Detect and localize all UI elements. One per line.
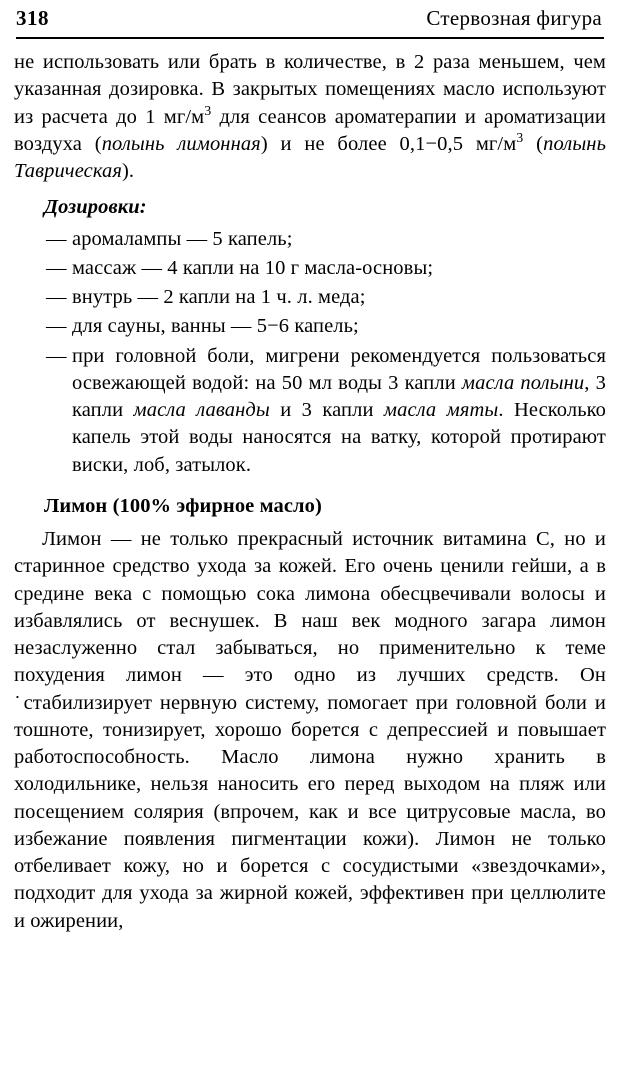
- list-item-text: аромалампы — 5 капель;: [72, 227, 293, 250]
- running-title: Стервозная фигура: [426, 6, 602, 30]
- header-divider: [16, 37, 604, 39]
- paragraph-1-superscript-2: 3: [516, 130, 524, 146]
- list-item: [44, 343, 606, 479]
- list-item: [44, 226, 606, 253]
- paragraph-1-italic-2: полынь Таврическая: [14, 132, 607, 182]
- list-item-text: внутрь — 2 капли на 1 ч. л. меда;: [72, 286, 366, 308]
- list-item-part4: . Несколько капель этой воды наносятся на ватку, которой протирают виски, лоб, затылок.: [72, 399, 607, 476]
- list-item-text: для сауны, ванны — 5−6 капель;: [72, 315, 359, 338]
- list-item: [44, 284, 606, 311]
- list-item-italic-1: масла полыни: [461, 371, 585, 394]
- dash-marker: —: [46, 315, 67, 338]
- paragraph-1-part5: ).: [121, 160, 135, 182]
- paragraph-1-part1: не использовать или брать в количестве, в 2 раза меньшем, чем указанная дозировка. В закрытых помещениях масло используют из расчета до 1 мг/м: [14, 51, 606, 128]
- page-number: 318: [16, 6, 49, 30]
- paragraph-continuation: [14, 49, 606, 185]
- page-body: [14, 49, 606, 935]
- paragraph-1-part4: (: [523, 132, 544, 155]
- dash-marker: —: [46, 256, 67, 279]
- paragraph-1-part2: для сеансов ароматерапии и ароматизации воздуха (: [14, 105, 606, 155]
- list-item-text: массаж — 4 капли на 10 г масла-основы;: [72, 256, 434, 279]
- section-heading: Лимон (100% эфирное масло): [44, 494, 322, 517]
- paragraph-lemon: Лимон — не только прекрасный источник витамина С, но и старинное средство ухода за кожей. Его очень ценили гейши, а в средине века с помощью сока лимона обесцвечивали волосы и избавлялись от веснушек. В наш век модного загара лимон незаслуженно стал забываться, но применительно к теме похудения лимон — это одно из лучших средств. Он ˙стабилизирует нервную систему, помогает при головной боли и тошноте, тонизирует, хорошо борется с депрессией и повышает работоспособность. Масло лимона нужно хранить в холодильнике, нельзя наносить его перед выходом на пляж или посещением солярия (впрочем, как и все цитрусовые масла, во избежание появления пигментации кожи). Лимон не только отбеливает кожу, но и борется с сосудистыми «звездочками», подходит для ухода за жирной кожей, эффективен при целлюлите и ожирении,: [14, 528, 606, 932]
- dosage-label: Дозировки:: [44, 196, 147, 219]
- list-item-part1: при головной боли, мигрени рекомендуется пользоваться освежающей водой: на 50 мл воды 3 капли: [72, 344, 606, 394]
- list-item-italic-2: масла лаванды: [133, 399, 270, 421]
- list-item: [44, 313, 606, 340]
- page-header: [14, 0, 606, 35]
- list-item-italic-3: масла мяты: [383, 399, 499, 421]
- paragraph-1-part3: ) и не более 0,1−0,5 мг/м: [260, 132, 517, 155]
- dosage-list: [14, 226, 606, 479]
- paragraph-1-italic-1: полынь лимонная: [101, 132, 261, 155]
- dash-marker: —: [46, 344, 67, 367]
- list-item-part3: и 3 капли: [269, 399, 384, 421]
- list-item-part2: , 3 капли: [72, 371, 606, 421]
- dash-marker: —: [46, 286, 67, 308]
- list-item: [44, 255, 606, 282]
- dash-marker: —: [46, 227, 67, 250]
- paragraph-1-superscript-1: 3: [204, 103, 212, 119]
